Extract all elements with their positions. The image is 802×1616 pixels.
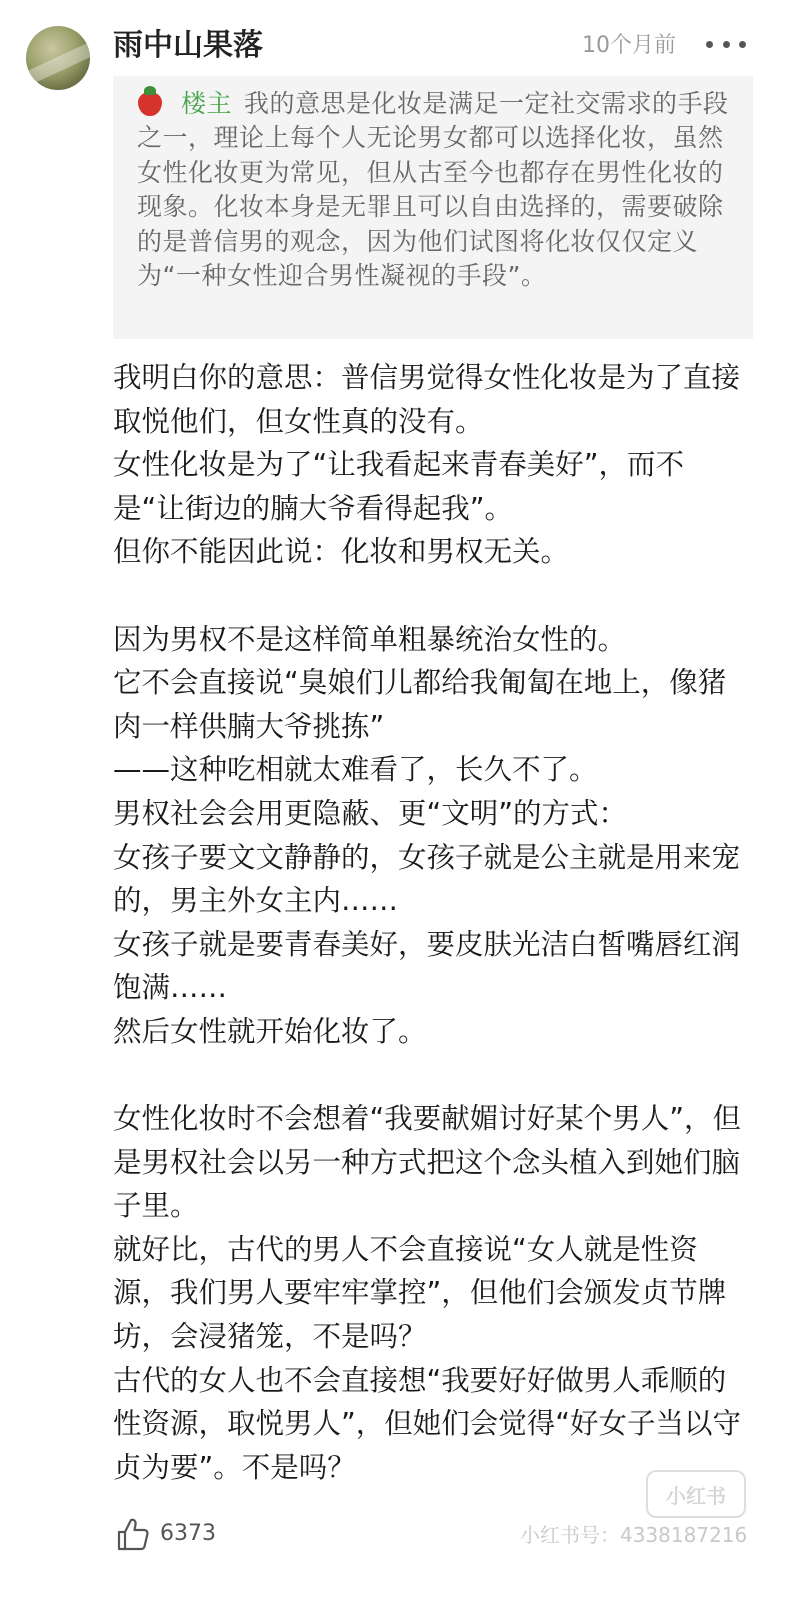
timestamp: 10个月前 — [582, 33, 676, 58]
thumbs-up-icon[interactable] — [116, 1516, 150, 1552]
like-count: 6373 — [160, 1521, 216, 1546]
username[interactable]: 雨中山果落 — [113, 28, 263, 63]
strawberry-icon — [137, 86, 163, 116]
more-dots-icon[interactable] — [706, 30, 746, 58]
quoted-reply-content — [137, 86, 743, 293]
comment-body: 我明白你的意思：普信男觉得女性化妆是为了直接取悦他们，但女性真的没有。 女性化妆是为了“让我看起来青春美好”，而不是“让街边的腩大爷看得起我”。 但你不能因此说：化妆和男权无关。 因为男权不是这样简单粗暴统治女性的。 它不会直接说“臭娘们儿都给我匍匐在地上，像猪肉一样供腩大爷挑拣” ——这种吃相就太难看了，长久不了。 男权社会会用更隐蔽、更“文明”的方式： 女孩子要文文静静的，女孩子就是公主就是用来宠的，男主外女主内…… 女孩子就是要青春美好，要皮肤光洁白皙嘴唇红润饱满…… 然后女性就开始化妆了。 女性化妆时不会想着“我要献媚讨好某个男人”，但是男权社会以另一种方式把这个念头植入到她们脑子里。 就好比，古代的男人不会直接说“女人就是性资源，我们男人要牢牢掌控”，但他们会颁发贞节牌坊，会浸猪笼，不是吗？ 古代的女人也不会直接想“我要好好做男人乖顺的性资源，取悦男人”，但她们会觉得“好女子当以守贞为要”。不是吗？ — [113, 361, 742, 1484]
avatar-image-detail — [26, 38, 90, 89]
watermark-id: 小红书号：4338187216 — [520, 1523, 748, 1547]
watermark-logo: 小红书 — [646, 1470, 746, 1518]
user-avatar[interactable] — [26, 26, 90, 90]
like-button[interactable] — [116, 1516, 216, 1552]
quoted-reply — [113, 76, 753, 339]
quoted-text: 我的意思是化妆是满足一定社交需求的手段之一，理论上每个人无论男女都可以选择化妆，虽然女性化妆更为常见，但从古至今也都存在男性化妆的现象。化妆本身是无罪且可以自由选择的，需要破除的是普信男的观念，因为他们试图将化妆仅仅定义为“一种女性迎合男性凝视的手段”。 — [137, 89, 729, 291]
op-badge: 楼主 — [181, 89, 233, 118]
